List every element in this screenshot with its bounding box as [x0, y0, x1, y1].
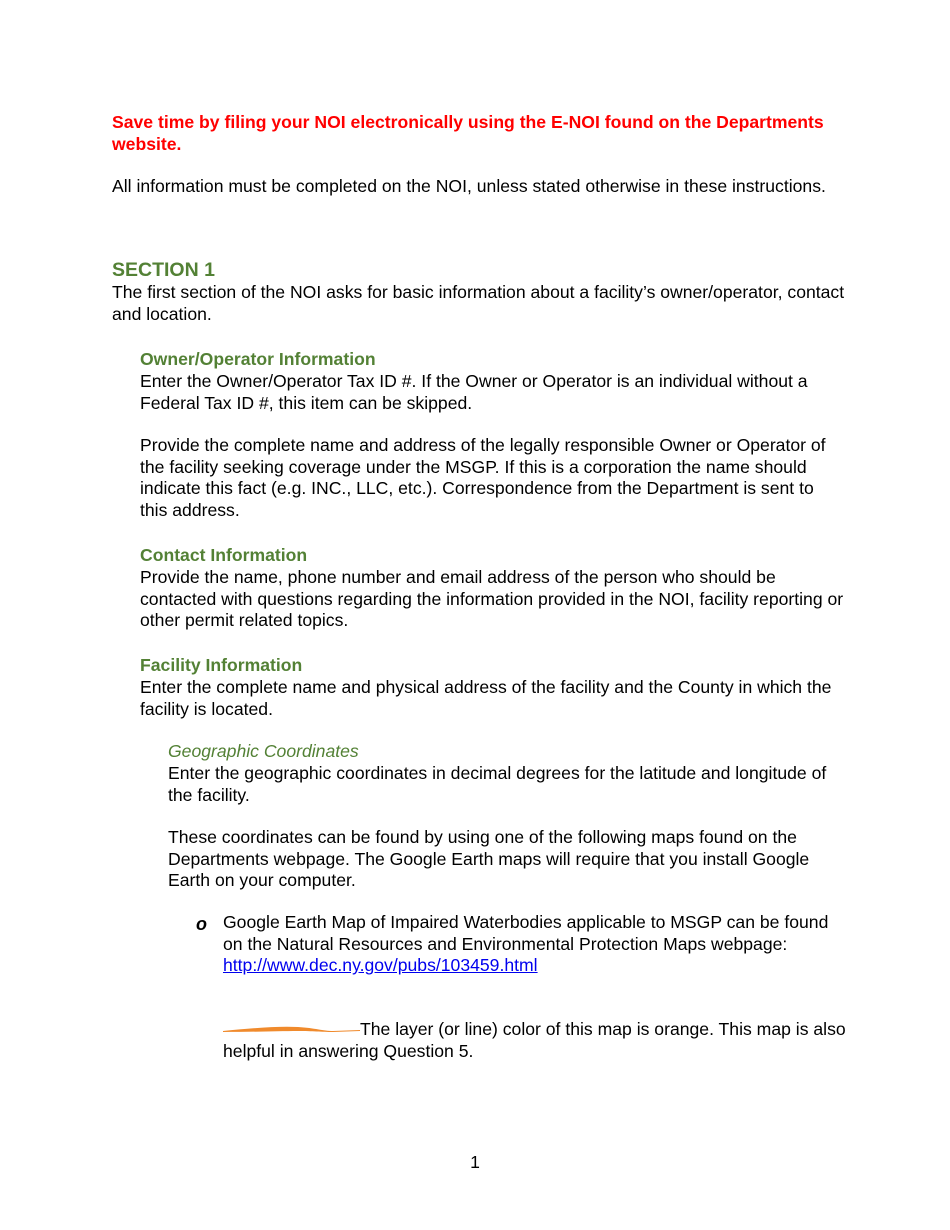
geo-coordinates-heading: Geographic Coordinates: [168, 741, 359, 761]
facility-para: Enter the complete name and physical address of the facility and the County in which the facility is located.: [140, 677, 832, 719]
bullet-marker: o: [196, 914, 207, 934]
contact-heading: Contact Information: [140, 545, 308, 565]
impaired-waterbodies-link[interactable]: http://www.dec.ny.gov/pubs/103459.html: [223, 955, 538, 976]
geo-para-2: These coordinates can be found by using one of the following maps found on the Departments webpage. The Google Earth maps will require that you install Google Earth on your computer.: [168, 827, 810, 891]
facility-heading: Facility Information: [140, 655, 303, 675]
bullet-description: Google Earth Map of Impaired Waterbodies applicable to MSGP can be found on the Natural Resources and Environmental Protection Maps webpage:: [223, 912, 829, 954]
bullet-text: [223, 912, 848, 977]
legend-note: [223, 1019, 848, 1062]
orange-line-swatch-icon: [223, 1024, 360, 1036]
owner-operator-para-2: Provide the complete name and address of the legally responsible Owner or Operator of the facility seeking coverage under the MSGP. If this is a corporation the name should indicate this fact (e.g. INC., LLC, etc.). Correspondence from the Department is sent to this address.: [140, 435, 826, 520]
intro-paragraph: All information must be completed on the NOI, unless stated otherwise in these instructions.: [112, 176, 826, 196]
geo-para-1: Enter the geographic coordinates in decimal degrees for the latitude and longitude of the facility.: [168, 763, 827, 805]
owner-operator-heading: Owner/Operator Information: [140, 349, 376, 369]
owner-operator-para-1: Enter the Owner/Operator Tax ID #. If the Owner or Operator is an individual without a Federal Tax ID #, this item can be skipped.: [140, 371, 808, 413]
section-heading: SECTION 1: [112, 259, 215, 281]
legend-note-text: The layer (or line) color of this map is orange. This map is also helpful in answering Question 5.: [223, 1019, 846, 1061]
e-noi-notice: Save time by filing your NOI electronically using the E-NOI found on the Departments website.: [112, 112, 824, 154]
section-intro: The first section of the NOI asks for basic information about a facility’s owner/operator, contact and location.: [112, 282, 845, 324]
page-number: 1: [470, 1152, 480, 1172]
contact-para: Provide the name, phone number and email address of the person who should be contacted with questions regarding the information provided in the NOI, facility reporting or other permit related topics.: [140, 567, 844, 631]
